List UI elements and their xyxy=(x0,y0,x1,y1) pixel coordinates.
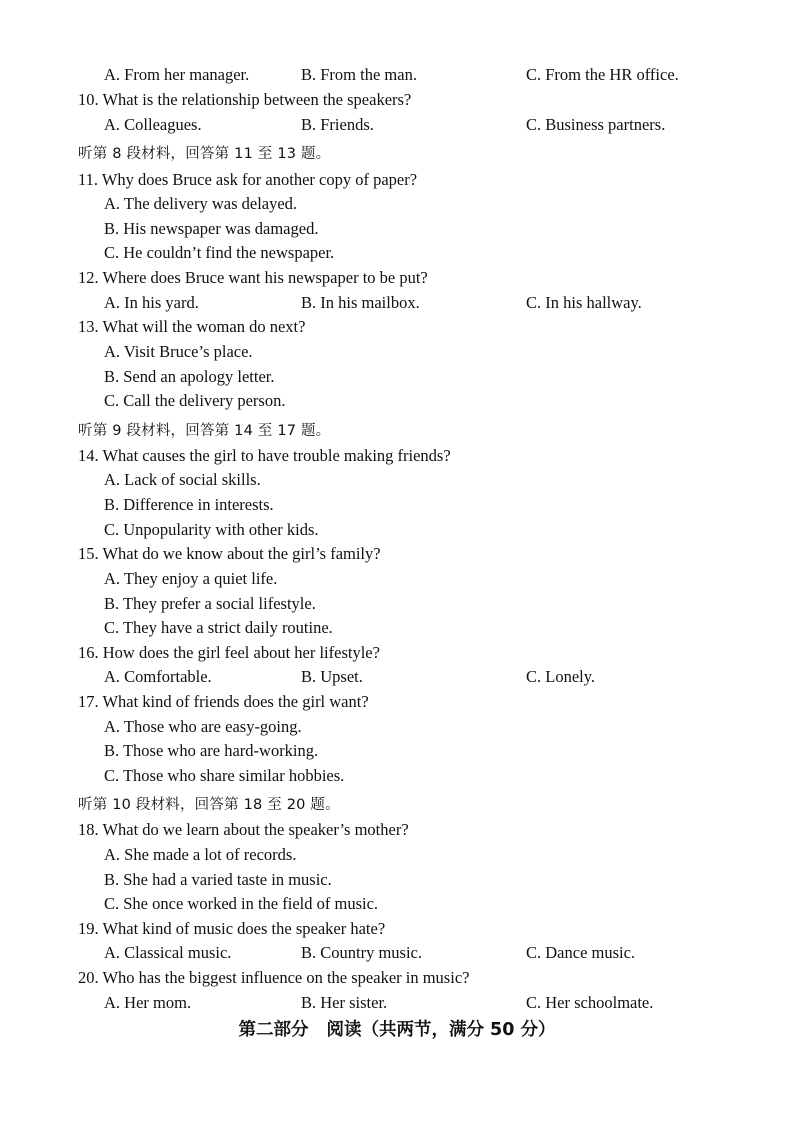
q10-option-b: B. Friends. xyxy=(301,115,374,134)
q10-option-a: A. Colleagues. xyxy=(104,115,202,134)
q16-option-b: B. Upset. xyxy=(301,667,363,686)
q12-stem: 12. Where does Bruce want his newspaper to be put? xyxy=(78,268,428,287)
q10-option-c: C. Business partners. xyxy=(526,115,666,134)
q13-option-c: C. Call the delivery person. xyxy=(104,391,286,410)
q12-option-b: B. In his mailbox. xyxy=(301,293,420,312)
q20-stem: 20. Who has the biggest influence on the speaker in music? xyxy=(78,968,470,987)
q18-option-a: A. She made a lot of records. xyxy=(104,845,297,864)
q20-option-c: C. Her schoolmate. xyxy=(526,993,654,1012)
part-two-label: 第二部分 xyxy=(238,1020,309,1040)
q20-option-a: A. Her mom. xyxy=(104,993,192,1012)
q9-option-a: A. From her manager. xyxy=(104,65,250,84)
q19-option-a: A. Classical music. xyxy=(104,943,232,962)
section-heading-10: 听第 10 段材料，回答第 18 至 20 题。 xyxy=(78,797,340,813)
q9-option-c: C. From the HR office. xyxy=(526,65,679,84)
q11-option-b: B. His newspaper was damaged. xyxy=(104,219,319,238)
q12-option-c: C. In his hallway. xyxy=(526,293,642,312)
q14-stem: 14. What causes the girl to have trouble making friends? xyxy=(78,446,451,465)
q14-option-b: B. Difference in interests. xyxy=(104,495,274,514)
q10-stem: 10. What is the relationship between the speakers? xyxy=(78,90,412,109)
q15-option-a: A. They enjoy a quiet life. xyxy=(104,569,278,588)
q17-option-b: B. Those who are hard-working. xyxy=(104,741,319,760)
q16-stem: 16. How does the girl feel about her lifestyle? xyxy=(78,643,380,662)
section-heading-8: 听第 8 段材料，回答第 11 至 13 题。 xyxy=(78,146,331,162)
q13-option-b: B. Send an apology letter. xyxy=(104,367,275,386)
q14-option-c: C. Unpopularity with other kids. xyxy=(104,520,319,539)
q12-option-a: A. In his yard. xyxy=(104,293,199,312)
q13-stem: 13. What will the woman do next? xyxy=(78,317,306,336)
q14-option-a: A. Lack of social skills. xyxy=(104,470,261,489)
q18-option-c: C. She once worked in the field of music. xyxy=(104,894,379,913)
q11-option-c: C. He couldn’t find the newspaper. xyxy=(104,243,335,262)
q20-option-b: B. Her sister. xyxy=(301,993,388,1012)
q18-option-b: B. She had a varied taste in music. xyxy=(104,870,332,889)
q11-option-a: A. The delivery was delayed. xyxy=(104,194,298,213)
q15-option-c: C. They have a strict daily routine. xyxy=(104,618,333,637)
part-two-heading xyxy=(0,1018,794,1042)
q18-stem: 18. What do we learn about the speaker’s mother? xyxy=(78,820,409,839)
q13-option-a: A. Visit Bruce’s place. xyxy=(104,342,253,361)
q17-option-c: C. Those who share similar hobbies. xyxy=(104,766,345,785)
q16-option-c: C. Lonely. xyxy=(526,667,596,686)
q19-stem: 19. What kind of music does the speaker hate? xyxy=(78,919,386,938)
section-heading-9: 听第 9 段材料，回答第 14 至 17 题。 xyxy=(78,423,331,439)
q15-stem: 15. What do we know about the girl’s family? xyxy=(78,544,381,563)
q19-option-b: B. Country music. xyxy=(301,943,423,962)
q11-stem: 11. Why does Bruce ask for another copy of paper? xyxy=(78,170,418,189)
q17-option-a: A. Those who are easy-going. xyxy=(104,717,302,736)
q9-option-b: B. From the man. xyxy=(301,65,417,84)
q19-option-c: C. Dance music. xyxy=(526,943,636,962)
q17-stem: 17. What kind of friends does the girl want? xyxy=(78,692,369,711)
part-two-title: 阅读（共两节，满分 50 分） xyxy=(326,1020,556,1040)
q15-option-b: B. They prefer a social lifestyle. xyxy=(104,594,316,613)
q16-option-a: A. Comfortable. xyxy=(104,667,212,686)
